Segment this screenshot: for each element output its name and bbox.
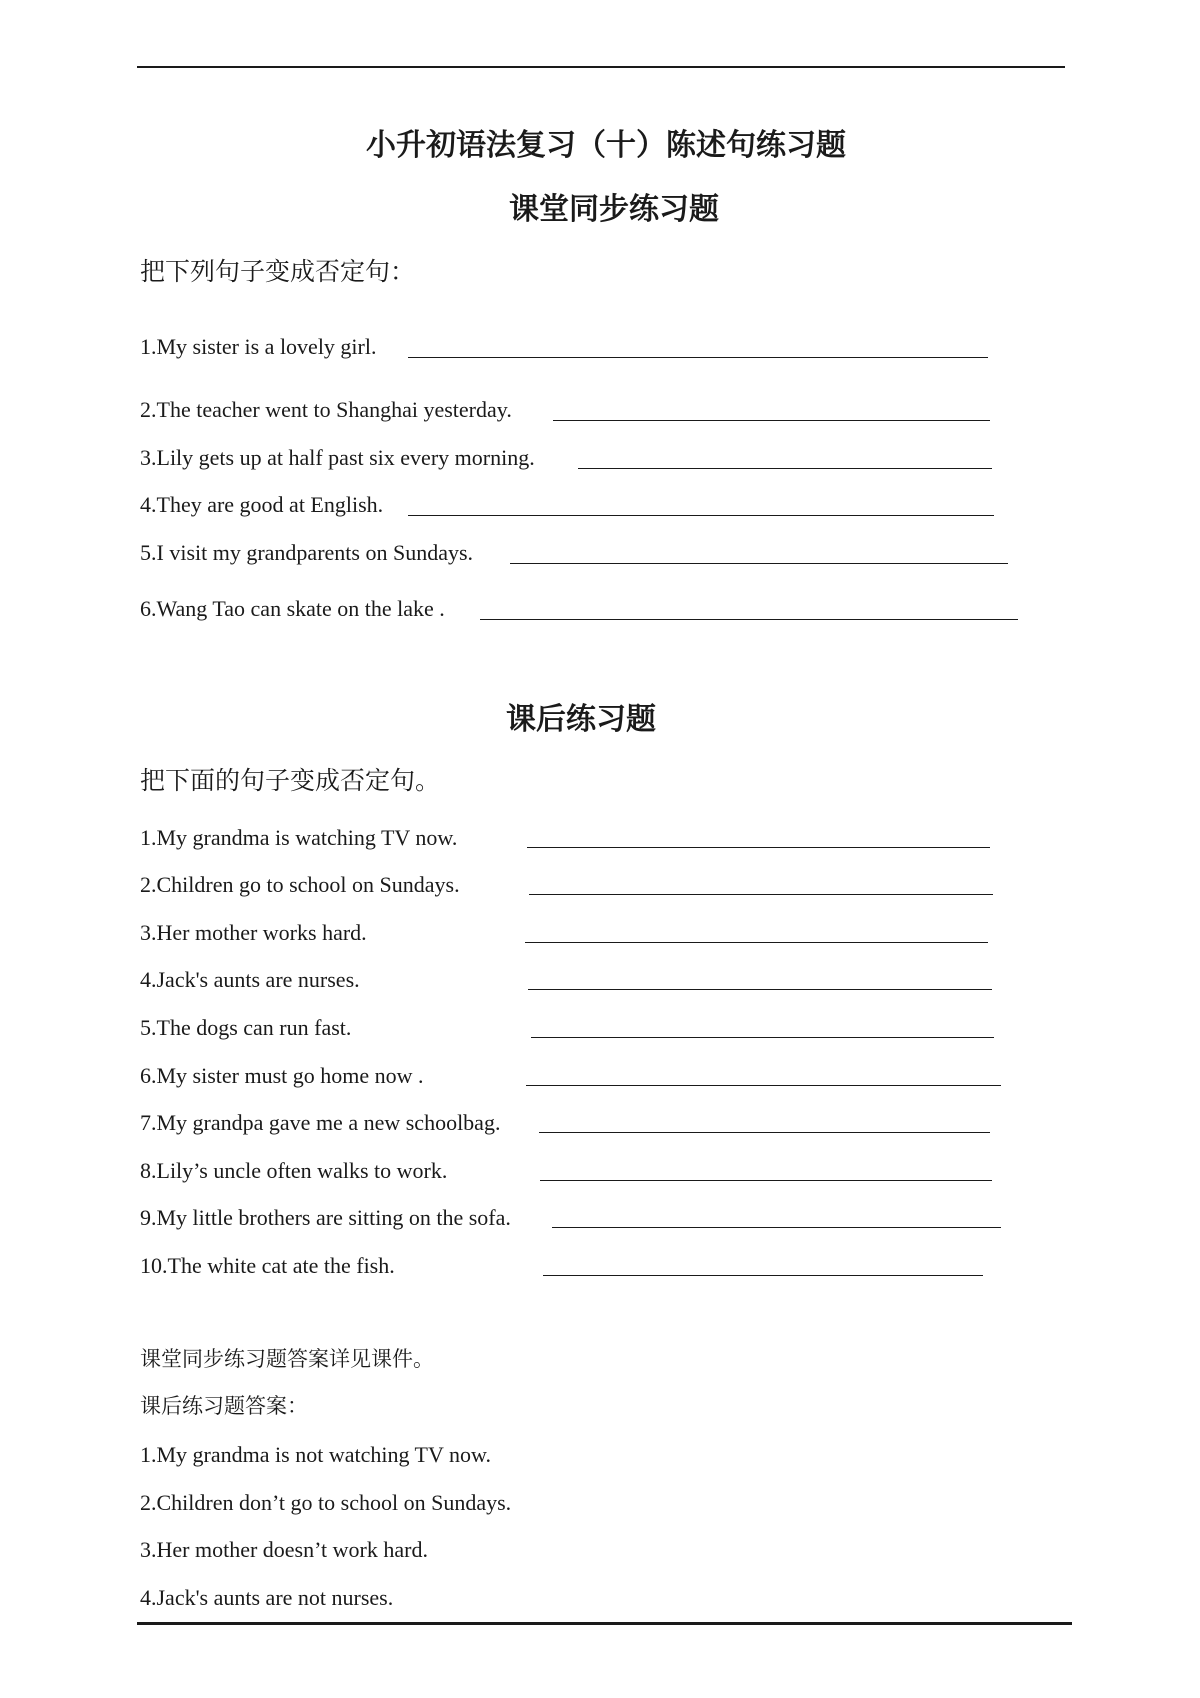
answer-blank[interactable] — [552, 1227, 1001, 1228]
exercise-item: 6.Wang Tao can skate on the lake . — [140, 596, 445, 621]
page-title: 小升初语法复习（十）陈述句练习题 — [366, 128, 846, 163]
instruction-homework: 把下面的句子变成否定句。 — [140, 766, 441, 795]
answer-blank[interactable] — [480, 619, 1018, 620]
exercise-item: 6.My sister must go home now . — [140, 1063, 424, 1088]
exercise-item: 1.My sister is a lovely girl. — [140, 334, 377, 359]
answer-blank[interactable] — [531, 1037, 994, 1038]
answer-blank[interactable] — [408, 515, 994, 516]
answer-blank[interactable] — [408, 357, 988, 358]
exercise-item: 1.My grandma is watching TV now. — [140, 825, 458, 850]
exercise-item: 2.The teacher went to Shanghai yesterday. — [140, 397, 512, 422]
bottom-rule — [137, 1622, 1072, 1625]
exercise-item: 5.I visit my grandparents on Sundays. — [140, 540, 474, 565]
exercise-item: 3.Lily gets up at half past six every morning. — [140, 445, 535, 470]
answer-blank[interactable] — [529, 894, 993, 895]
answer-heading: 课后练习题答案： — [140, 1394, 308, 1418]
answer-item: 1.My grandma is not watching TV now. — [140, 1442, 491, 1467]
answer-item: 2.Children don’t go to school on Sundays. — [140, 1490, 512, 1515]
answer-item: 3.Her mother doesn’t work hard. — [140, 1537, 428, 1562]
exercise-item: 5.The dogs can run fast. — [140, 1015, 352, 1040]
answer-blank[interactable] — [578, 468, 992, 469]
answer-blank[interactable] — [539, 1132, 990, 1133]
top-rule — [137, 66, 1065, 68]
answer-item: 4.Jack's aunts are not nurses. — [140, 1585, 394, 1610]
exercise-item: 7.My grandpa gave me a new schoolbag. — [140, 1110, 501, 1135]
instruction-classroom: 把下列句子变成否定句： — [140, 257, 416, 286]
exercise-item: 4.Jack's aunts are nurses. — [140, 967, 360, 992]
exercise-item: 10.The white cat ate the fish. — [140, 1253, 395, 1278]
answer-blank[interactable] — [525, 942, 988, 943]
section-heading-classroom: 课堂同步练习题 — [509, 192, 719, 227]
answer-blank[interactable] — [526, 1085, 1001, 1086]
answer-blank[interactable] — [527, 847, 990, 848]
answer-blank[interactable] — [528, 989, 992, 990]
section-heading-homework: 课后练习题 — [506, 702, 656, 737]
exercise-item: 3.Her mother works hard. — [140, 920, 367, 945]
exercise-item: 4.They are good at English. — [140, 492, 384, 517]
answer-blank[interactable] — [540, 1180, 992, 1181]
exercise-item: 9.My little brothers are sitting on the sofa. — [140, 1205, 511, 1230]
exercise-item: 2.Children go to school on Sundays. — [140, 872, 460, 897]
exercise-item: 8.Lily’s uncle often walks to work. — [140, 1158, 448, 1183]
answer-note: 课堂同步练习题答案详见课件。 — [140, 1347, 434, 1371]
answer-blank[interactable] — [553, 420, 990, 421]
answer-blank[interactable] — [543, 1275, 983, 1276]
answer-blank[interactable] — [510, 563, 1008, 564]
